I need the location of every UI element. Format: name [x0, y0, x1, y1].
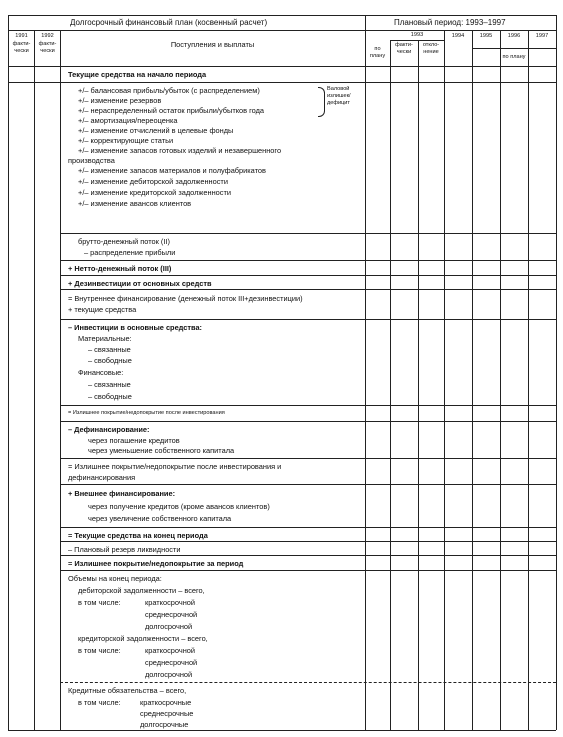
row-text: +/– амортизация/переоценка: [78, 116, 178, 125]
col-1991-sub-2: чески: [14, 48, 29, 54]
rule: [60, 484, 556, 485]
rule: [60, 30, 61, 730]
brace-label-1: Валовой: [327, 86, 350, 92]
brace: [318, 87, 325, 117]
row-text: в том числе:: [78, 646, 121, 655]
form-title: Долгосрочный финансовый план (косвенный расчет): [70, 18, 268, 27]
rule: [8, 66, 556, 67]
row-text: краткосрочной: [145, 646, 196, 655]
row-text: – Плановый резерв ликвидности: [68, 545, 181, 554]
row-text: + Дезинвестиции от основных средств: [68, 279, 212, 288]
rule: [60, 421, 556, 422]
row-text: +/– изменение запасов материалов и полуфабрикатов: [78, 166, 266, 175]
row-text: Текущие средства на начало периода: [68, 70, 207, 79]
rule: [60, 555, 556, 556]
col-flows-header: Поступления и выплаты: [170, 40, 255, 49]
rule: [60, 275, 556, 276]
row-text: Объемы на конец периода:: [68, 574, 162, 583]
row-text: через погашение кредитов: [88, 436, 180, 445]
row-text: = Излишнее покрытие/недопокрытие после инвестирования и: [68, 462, 282, 471]
row-text: Финансовые:: [78, 368, 124, 377]
row-text: долгосрочные: [140, 720, 189, 729]
row-text: долгосрочной: [145, 622, 193, 631]
col-1992-year: 1992: [41, 33, 54, 39]
rule: [60, 405, 556, 406]
rule: [60, 570, 556, 571]
col-1992-sub-2: чески: [40, 48, 55, 54]
col-1993-dev-2: нение: [423, 49, 439, 55]
rule: [8, 15, 556, 16]
row-text: кредиторской задолженности – всего,: [78, 634, 208, 643]
row-text: = Излишнее покрытие/недопокрытие за период: [68, 559, 244, 568]
row-text: Кредитные обязательства – всего,: [68, 686, 187, 695]
rule: [60, 541, 556, 542]
row-text: +/– изменение резервов: [78, 96, 162, 105]
col-1993-fact-1: факти-: [395, 42, 413, 48]
rule: [556, 15, 557, 730]
row-text: производства: [68, 156, 115, 165]
row-text: дебиторской задолженности – всего,: [78, 586, 205, 595]
row-text: = Текущие средства на конец периода: [68, 531, 208, 540]
rule: [528, 30, 529, 730]
row-text: Материальные:: [78, 334, 132, 343]
brace-label-3: дефицит: [327, 100, 350, 106]
rule: [390, 40, 391, 730]
row-text: + Нетто-денежный поток (III): [68, 264, 172, 273]
col-1993-year: 1993: [410, 32, 424, 38]
row-text: – свободные: [88, 392, 132, 401]
col-1994-year: 1994: [451, 33, 465, 39]
rule: [34, 30, 35, 730]
row-text: в том числе:: [78, 598, 121, 607]
row-text: = Внутреннее финансирование (денежный поток III+дезинвестиции): [68, 294, 303, 303]
rule: [60, 319, 556, 320]
row-text: через получение кредитов (кроме авансов клиентов): [88, 502, 270, 511]
row-text: +/– изменение отчислений в целевые фонды: [78, 126, 234, 135]
rule: [8, 82, 556, 83]
row-text: среднесрочные: [140, 709, 194, 718]
rule: [8, 30, 556, 31]
row-text: в том числе:: [78, 698, 121, 707]
rule: [60, 682, 556, 683]
rule: [418, 40, 419, 730]
row-text: среднесрочной: [145, 610, 198, 619]
row-text: – Инвестиции в основные средства:: [68, 323, 203, 332]
row-text: среднесрочной: [145, 658, 198, 667]
rule: [60, 289, 556, 290]
row-text: +/– изменение кредиторской задолженности: [78, 188, 231, 197]
rule: [365, 15, 366, 730]
row-text: – распределение прибыли: [84, 248, 176, 257]
row-text: через увеличение собственного капитала: [88, 514, 232, 523]
rule: [8, 730, 556, 731]
col-1991-year: 1991: [15, 33, 28, 39]
row-text: – связанные: [88, 345, 131, 354]
col-1996-year: 1996: [507, 33, 521, 39]
rule: [472, 48, 556, 49]
row-text: – свободные: [88, 356, 132, 365]
rule: [60, 458, 556, 459]
row-text: + Внешнее финансирование:: [68, 489, 176, 498]
row-text: краткосрочной: [145, 598, 196, 607]
rule: [390, 40, 444, 41]
row-text: = Излишнее покрытие/недопокрытие после инвестирования: [68, 410, 225, 416]
col-1995-year: 1995: [479, 33, 493, 39]
rule: [472, 30, 473, 730]
rule: [60, 527, 556, 528]
row-text: через уменьшение собственного капитала: [88, 446, 235, 455]
row-text: +/– изменение дебиторской задолженности: [78, 177, 228, 186]
col-1993-fact-2: чески: [396, 49, 412, 55]
row-text: +/– нераспределенный остаток прибыли/убытков года: [78, 106, 265, 115]
col-1993-plan-2: плану: [369, 53, 386, 59]
rule: [500, 30, 501, 730]
row-text: брутто-денежный поток (II): [78, 237, 170, 246]
row-text: – Дефинансирование:: [68, 425, 150, 434]
row-text: дефинансирования: [68, 473, 136, 482]
col-1993-plan-1: по: [374, 46, 381, 52]
rule: [444, 30, 445, 730]
row-text: + текущие средства: [68, 305, 137, 314]
col-1993-dev-1: откло-: [422, 42, 440, 48]
row-text: +/– балансовая прибыль/убыток (с распределением): [78, 86, 260, 95]
col-1991-sub-1: факти-: [12, 41, 31, 47]
col-1992-sub-1: факти-: [38, 41, 57, 47]
row-text: – связанные: [88, 380, 131, 389]
col-by-plan: по плану: [502, 54, 526, 60]
col-1997-year: 1997: [535, 33, 549, 39]
rule: [60, 233, 556, 234]
row-text: краткосрочные: [140, 698, 192, 707]
rule: [8, 15, 9, 730]
brace-label-2: излишек/: [327, 93, 351, 99]
row-text: долгосрочной: [145, 670, 193, 679]
row-text: +/– изменение авансов клиентов: [78, 199, 192, 208]
row-text: +/– изменение запасов готовых изделий и незавершенного: [78, 146, 282, 155]
row-text: +/– корректирующие статьи: [78, 136, 174, 145]
planning-period: Плановый период: 1993–1997: [394, 18, 506, 27]
rule: [60, 260, 556, 261]
